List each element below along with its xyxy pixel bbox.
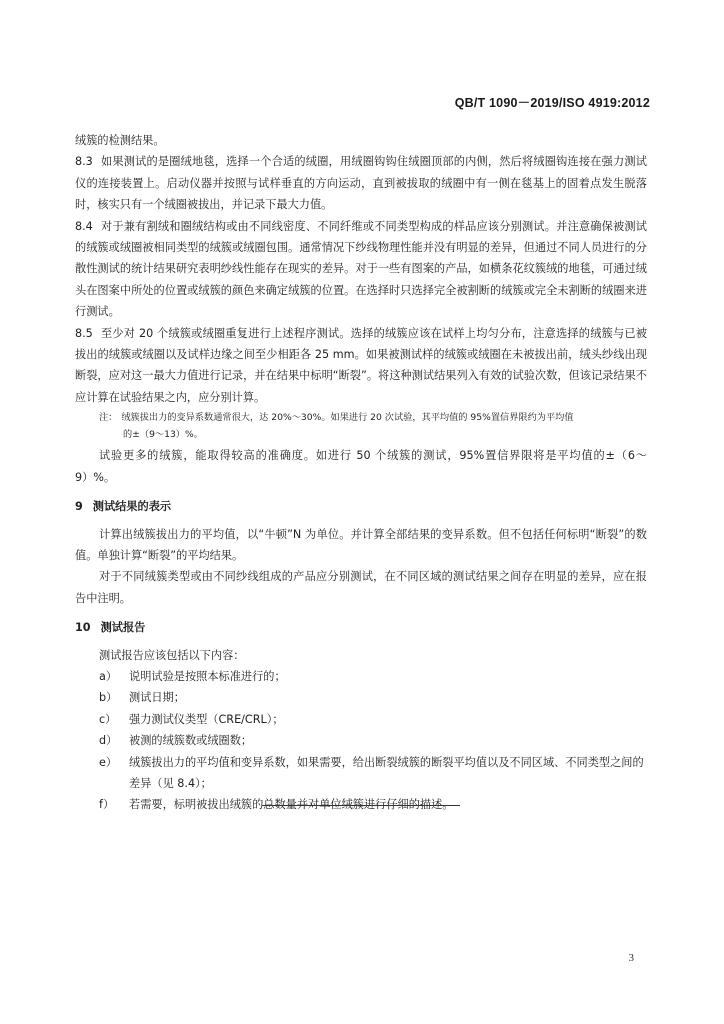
list-item: [99, 752, 647, 795]
section-number: 9: [75, 500, 83, 514]
list-text: 被测的绒簇数或绒圈数；: [129, 734, 253, 748]
note-text: 绒簇拔出力的变异系数通常很大，达 20%～30%。如果进行 20 次试验，其平均值的 95%置信界限约为平均值: [121, 412, 574, 424]
list-marker: a）: [99, 669, 118, 683]
section-title: 测试结果的表示: [92, 500, 172, 514]
list-text: 测试日期；: [129, 691, 185, 705]
note-block: [99, 409, 647, 443]
section-title: 测试报告: [100, 621, 146, 635]
section-9-paragraph-1: 计算出绒簇拔出力的平均值，以“牛顿”N 为单位。并计算全部结果的变异系数。但不包括任何标明“断裂”的数值。单独计算“断裂”的平均结果。: [75, 527, 647, 562]
section-10-intro: 测试报告应该包括以下内容：: [99, 648, 245, 662]
document-body: [75, 130, 647, 816]
note-line-1: [99, 409, 647, 426]
clause-number: 8.3: [75, 155, 93, 169]
clause-8-3: [75, 151, 647, 215]
report-items-list: [75, 666, 647, 816]
clause-text: 如果测试的是圈绒地毯，选择一个合适的绒圈，用绒圈钩钩住绒圈顶部的内侧，然后将绒圈钩连接在强力测试仪的连接装置上。启动仪器并按照与试样垂直的方向运动，直到被拔取的绒圈中有一侧在毯基上的固着点发生脱落时，核实只有一个绒圈被拔出，并记录下最大力值。: [75, 155, 647, 212]
note-label: 注：: [99, 412, 118, 424]
list-item: [99, 687, 647, 708]
section-9-paragraph-2: 对于不同绒簇类型或由不同纱线组成的产品应分别测试，在不同区域的测试结果之间存在明显的差异，应在报告中注明。: [75, 570, 647, 605]
list-text: 绒簇拔出力的平均值和变异系数，如果需要，给出断裂绒簇的断裂平均值以及不同区域、不同类型之间的差异（见 8.4）；: [129, 755, 644, 790]
list-marker: e）: [99, 755, 118, 769]
standard-code-header: QB/T 1090－2019/ISO 4919:2012: [454, 96, 650, 110]
clause-8-4: [75, 216, 647, 323]
section-number: 10: [75, 621, 91, 635]
paragraph-continuation: 绒簇的检测结果。: [75, 134, 165, 147]
page-number: 3: [628, 952, 634, 964]
clause-number: 8.4: [75, 219, 93, 233]
list-text: 说明试验是按照本标准进行的；: [129, 669, 286, 683]
clause-number: 8.5: [75, 326, 93, 340]
section-10-heading: [75, 617, 647, 638]
note-line-2: 的±（9～13）%。: [123, 429, 203, 441]
list-item: [99, 666, 647, 687]
paragraph-accuracy: 试验更多的绒簇，能取得较高的准确度。如进行 50 个绒簇的测试，95%置信界限将是平均值的±（6～9）%。: [75, 449, 647, 484]
list-marker: d）: [99, 734, 118, 748]
section-9-heading: [75, 496, 647, 517]
list-marker: c）: [99, 712, 117, 726]
list-marker: b）: [99, 691, 118, 705]
clause-text: 至少对 20 个绒簇或绒圈重复进行上述程序测试。选择的绒簇应该在试样上均匀分布，注意选择的绒簇与已被拔出的绒簇或绒圈以及试样边缘之间至少相距各 25 mm。如果被测试样的绒簇或绒圈在未被拔出前，绒头纱线出现断裂，应对这一最大力值进行记录，并在结果中标明“断裂”。将这种测试结果列入有效的试验次数，但该记录结果不应计算在试验结果之内，应分别计算。: [75, 326, 647, 404]
list-item: [99, 709, 647, 730]
clause-8-5: [75, 323, 647, 409]
list-text: 强力测试仪类型（CRE/CRL）；: [129, 712, 284, 726]
clause-text: 对于兼有割绒和圈绒结构或由不同线密度、不同纤维或不同类型构成的样品应该分别测试。并注意确保被测试的绒簇或绒圈被相同类型的绒簇或绒圈包围。通常情况下纱线物理性能并没有明显的差异，但通过不同人员进行的分散性测试的统计结果研究表明纱线性能存在现实的差异。对于一些有图案的产品，如横条花纹簇绒的地毯，可通过绒头在图案中所处的位置或绒簇的颜色来确定绒簇的位置。在选择时只选择完全被割断的绒簇或完全未割断的绒圈来进行测试。: [75, 219, 647, 319]
list-text: 若需要，标明被拔出绒簇的总数量并对单位绒簇进行仔细的描述。: [129, 798, 454, 812]
list-item: [99, 730, 647, 751]
list-marker: f）: [99, 798, 115, 812]
end-rule: [262, 805, 460, 806]
